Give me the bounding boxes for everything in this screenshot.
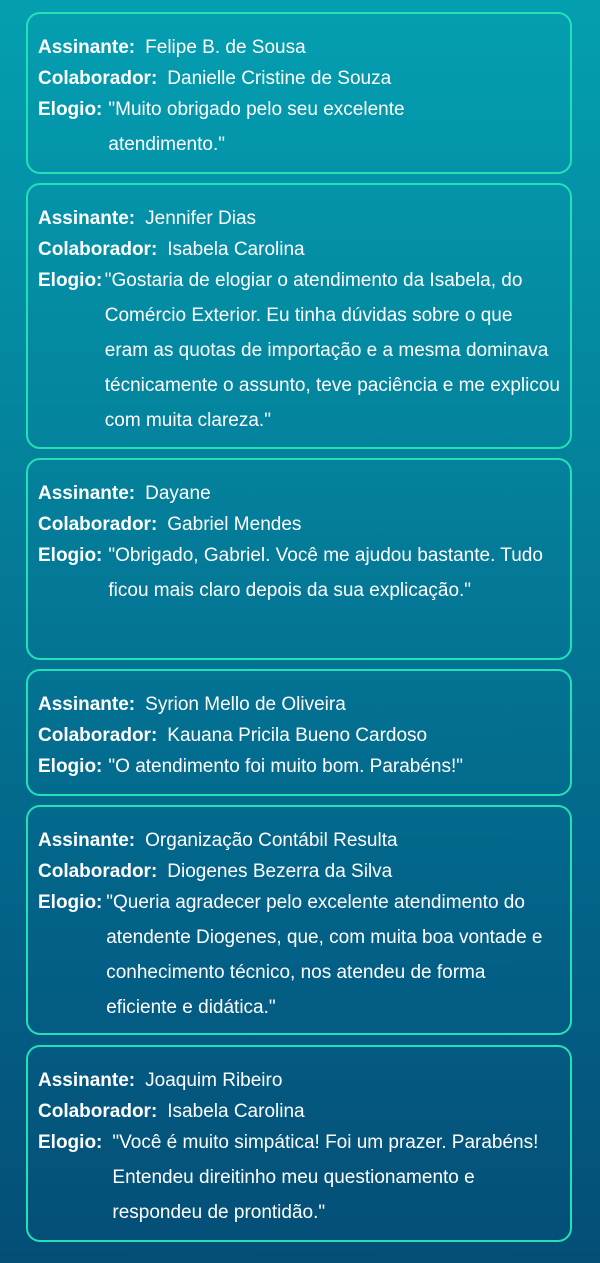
subscriber-label: Assinante:	[38, 208, 136, 229]
subscriber-row	[38, 689, 560, 720]
collaborator-name: Gabriel Mendes	[167, 514, 302, 535]
testimonial-card	[26, 183, 572, 449]
praise-row	[38, 94, 560, 162]
praise-label: Elogio:	[38, 1132, 103, 1153]
subscriber-row	[38, 1065, 560, 1096]
collaborator-label: Colaborador:	[38, 1101, 158, 1122]
praise-text: "Muito obrigado pelo seu excelente atendimento."	[108, 99, 405, 155]
collaborator-label: Colaborador:	[38, 725, 158, 746]
subscriber-label: Assinante:	[38, 483, 136, 504]
collaborator-label: Colaborador:	[38, 514, 158, 535]
subscriber-row	[38, 478, 560, 509]
praise-text: "Obrigado, Gabriel. Você me ajudou bastante. Tudo ficou mais claro depois da sua explicação."	[108, 545, 543, 601]
subscriber-label: Assinante:	[38, 37, 136, 58]
collaborator-row	[38, 63, 560, 94]
subscriber-name: Syrion Mello de Oliveira	[145, 694, 346, 715]
praise-label: Elogio:	[38, 545, 103, 566]
subscriber-name: Felipe B. de Sousa	[145, 37, 306, 58]
subscriber-name: Joaquim Ribeiro	[145, 1070, 283, 1091]
praise-row	[38, 887, 560, 1025]
collaborator-row	[38, 720, 560, 751]
collaborator-row	[38, 509, 560, 540]
testimonial-card	[26, 669, 572, 796]
subscriber-row	[38, 203, 560, 234]
collaborator-label: Colaborador:	[38, 239, 158, 260]
praise-text: "O atendimento foi muito bom. Parabéns!"	[108, 756, 464, 777]
collaborator-name: Isabela Carolina	[167, 1101, 305, 1122]
praise-row	[38, 265, 560, 438]
testimonial-card	[26, 805, 572, 1035]
praise-label: Elogio:	[38, 99, 103, 120]
collaborator-name: Danielle Cristine de Souza	[167, 68, 392, 89]
collaborator-label: Colaborador:	[38, 861, 158, 882]
praise-row	[38, 1127, 560, 1230]
collaborator-row	[38, 234, 560, 265]
testimonial-card	[26, 1045, 572, 1242]
collaborator-name: Isabela Carolina	[167, 239, 305, 260]
subscriber-row	[38, 825, 560, 856]
subscriber-label: Assinante:	[38, 830, 136, 851]
praise-text: "Você é muito simpática! Foi um prazer. Parabéns! Entendeu direitinho meu questionamento e respondeu de prontidão."	[112, 1132, 539, 1223]
collaborator-row	[38, 1096, 560, 1127]
praise-label: Elogio:	[38, 892, 103, 913]
collaborator-name: Diogenes Bezerra da Silva	[167, 861, 393, 882]
collaborator-row	[38, 856, 560, 887]
praise-label: Elogio:	[38, 270, 103, 291]
subscriber-label: Assinante:	[38, 694, 136, 715]
collaborator-name: Kauana Pricila Bueno Cardoso	[167, 725, 428, 746]
testimonial-card	[26, 12, 572, 174]
subscriber-label: Assinante:	[38, 1070, 136, 1091]
subscriber-name: Dayane	[145, 483, 211, 504]
praise-text: "Queria agradecer pelo excelente atendimento do atendente Diogenes, que, com muita boa vontade e conhecimento técnico, nos atendeu de forma eficiente e didática."	[106, 892, 543, 1018]
subscriber-name: Organização Contábil Resulta	[145, 830, 398, 851]
subscriber-name: Jennifer Dias	[145, 208, 257, 229]
praise-row	[38, 540, 560, 608]
subscriber-row	[38, 32, 560, 63]
testimonial-card	[26, 458, 572, 660]
praise-text: "Gostaria de elogiar o atendimento da Isabela, do Comércio Exterior. Eu tinha dúvidas sobre o que eram as quotas de importação e a mesma dominava técnicamente o assunto, teve paciência e me explicou com muita clareza."	[104, 270, 560, 431]
praise-label: Elogio:	[38, 756, 103, 777]
collaborator-label: Colaborador:	[38, 68, 158, 89]
praise-row	[38, 751, 560, 784]
